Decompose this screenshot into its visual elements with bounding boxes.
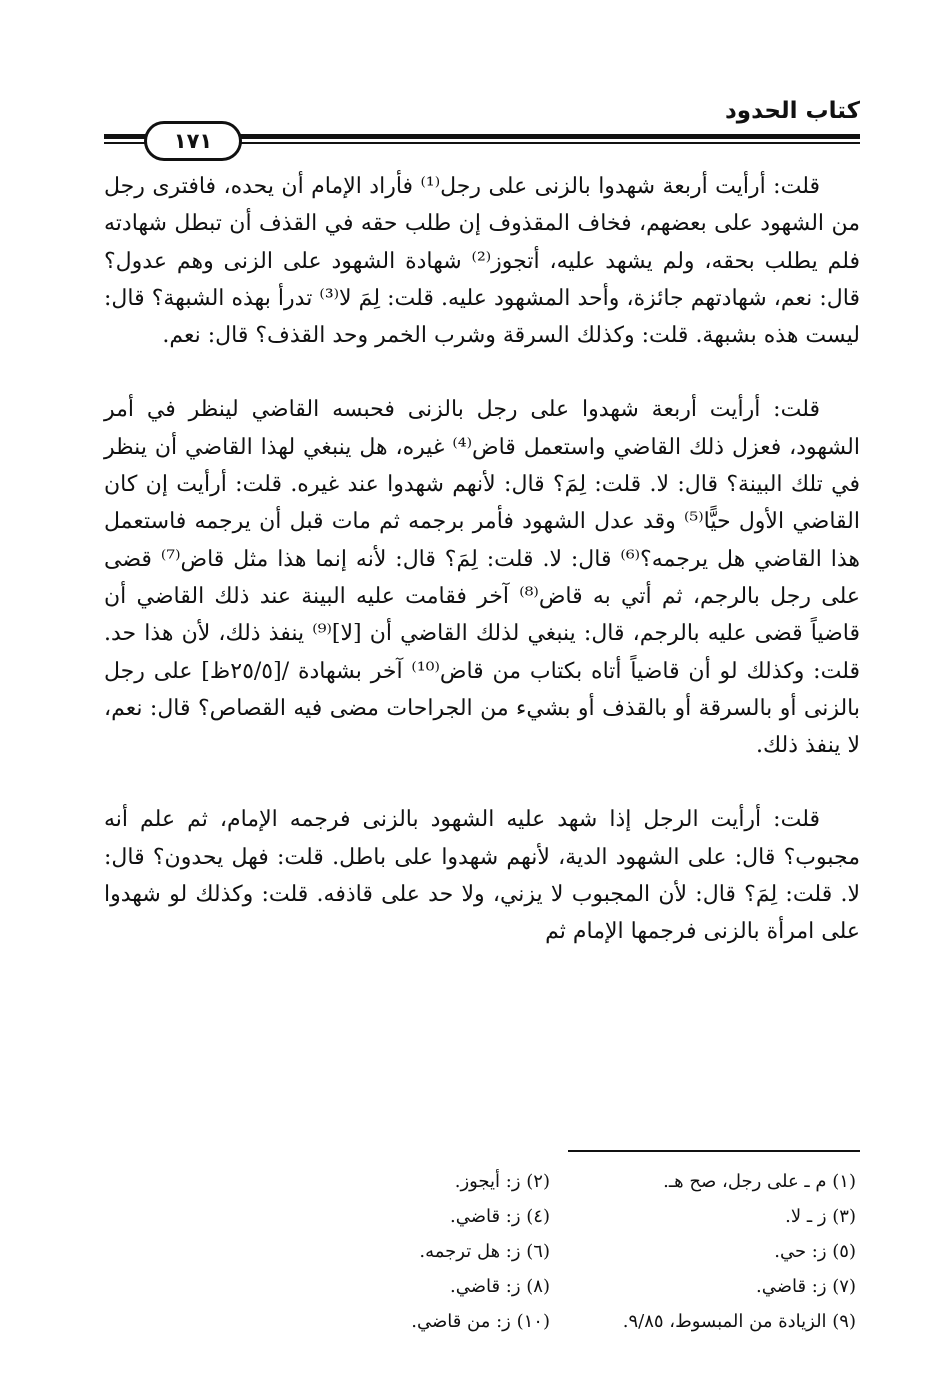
footnote-8: (٨) ز: قاضي. — [449, 1276, 550, 1297]
footnote-3: (٣) ز ـ لا. — [785, 1206, 856, 1227]
footnote-1: (١) م ـ على رجل، صح هـ. — [663, 1171, 856, 1192]
footnotes — [290, 1164, 856, 1339]
footnote-4: (٤) ز: قاضي. — [449, 1206, 550, 1227]
paragraph-3: قلت: أرأيت الرجل إذا شهد عليه الشهود بالزنى فرجمه الإمام، ثم علم أنه مجبوب؟ قال: على الشهود الدية، لأنهم شهدوا على باطل. قلت: فهل يحدون؟ قال: لا. قلت: لِمَ؟ قال: لأن المجبوب لا يزني، ولا حد على قاذفه. قلت: وكذلك لو شهدوا على امرأة بالزنى فرجمها الإمام ثم — [104, 807, 860, 945]
footnote-7: (٧) ز: قاضي. — [755, 1276, 856, 1297]
page-number-badge: ١٧١ — [144, 121, 242, 161]
footnote-9: (٩) الزيادة من المبسوط، ٩/٨٥. — [622, 1311, 856, 1332]
paragraph-1: قلت: أرأيت أربعة شهدوا بالزنى على رجل⁽¹⁾ فأراد الإمام أن يحده، فافترى رجل من الشهود على بعضهم، فخاف المقذوف إن طلب حقه في القذف أن تبطل شهادته فلم يطلب بحقه، ولم يشهد عليه، أتجوز⁽²⁾ شهادة الشهود على الزنى وهم عدول؟ قال: نعم، شهادتهم جائزة، وأحد المشهود عليه. قلت: لِمَ لا⁽³⁾ تدرأ بهذه الشبهة؟ قال: ليست هذه بشبهة. قلت: وكذلك السرقة وشرب الخمر وحد القذف؟ قال: نعم. — [104, 174, 861, 349]
footnote-10: (١٠) ز: من قاضي. — [411, 1311, 550, 1332]
page-header — [104, 96, 860, 166]
footnote-2: (٢) ز: أيجوز. — [454, 1171, 550, 1192]
footnote-5: (٥) ز: حي. — [774, 1241, 856, 1262]
footnote-separator — [568, 1150, 860, 1152]
footnote-6: (٦) ز: هل ترجمه. — [419, 1241, 550, 1262]
main-text — [104, 168, 860, 988]
book-title: كتاب الحدود — [724, 98, 860, 124]
paragraph-2: قلت: أرأيت أربعة شهدوا على رجل بالزنى فحبسه القاضي لينظر في أمر الشهود، فعزل ذلك القاضي واستعمل قاض⁽⁴⁾ غيره، هل ينبغي لهذا القاضي أن ينظر في تلك البينة؟ قال: لا. قلت: لِمَ؟ قال: لأنهم شهدوا عند غيره. قلت: أرأيت إن كان القاضي الأول حيًّا⁽⁵⁾ وقد عدل الشهود فأمر برجمه ثم مات قبل أن يرجمه فاستعمل هذا القاضي هل يرجمه؟⁽⁶⁾ قال: لا. قلت: لِمَ؟ قال: لأنه إنما هذا مثل قاض⁽⁷⁾ قضى على رجل بالرجم، ثم أتي به قاض⁽⁸⁾ آخر فقامت عليه البينة عند ذلك القاضي أن قاضياً قضى عليه بالرجم، قال: ينبغي لذلك القاضي أن [لا]⁽⁹⁾ ينفذ ذلك، لأن هذا حد. قلت: وكذلك لو أن قاضياً أتاه بكتاب من قاض⁽¹⁰⁾ آخر بشهادة /[٢٥/٥ظ] على رجل بالزنى أو بالسرقة أو بالقذف أو بشيء من الجراحات مضى فيه القصاص؟ قال: نعم، لا ينفذ ذلك. — [104, 397, 861, 759]
